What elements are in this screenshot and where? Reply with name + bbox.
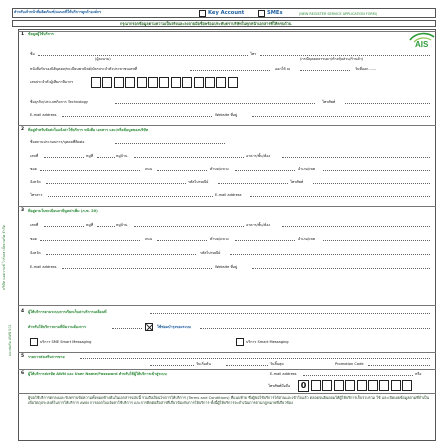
s6-email-field[interactable] (303, 375, 413, 376)
section-6-title: ผู้ให้บริการส่งรหัส AWN และ User Name/Password สำหรับใช้ผู้ให้บริการเข้าสู่ระบบ (28, 372, 167, 376)
s3-soi-field[interactable] (40, 240, 140, 241)
s4-option-field[interactable] (200, 328, 430, 329)
smart-msg-checkbox[interactable] (236, 338, 244, 346)
s6-tel-boxes[interactable] (311, 380, 414, 391)
s2-subdistrict-field[interactable] (235, 170, 295, 171)
s4-option-checkbox[interactable] (145, 323, 153, 331)
doc-field[interactable] (190, 70, 270, 71)
issue-date-label: วันที่ออก....... (355, 67, 377, 71)
s1-website-field[interactable] (252, 116, 430, 117)
s3-road-field[interactable] (157, 240, 207, 241)
s3-postcode-label: รหัสไปรษณีย์ (200, 251, 221, 255)
s2-address-field[interactable] (44, 157, 84, 158)
divider (18, 369, 436, 370)
s3-email-label: E-mail address (30, 265, 57, 269)
s3-subdistrict-label: ตำบล/แขวง (210, 237, 229, 241)
s2-contact-field[interactable] (115, 143, 225, 144)
name-hint: (ผู้ลงนาม) (95, 57, 111, 61)
s2-fax-field[interactable] (48, 196, 213, 197)
tax-id-digit-box[interactable] (159, 77, 169, 88)
sme-smart-label: บริการ SME Smart Messaging (40, 340, 92, 344)
smart-msg-label: บริการ Smart Messaging (246, 340, 289, 344)
business-field[interactable] (115, 103, 315, 104)
s3-road-label: ถนน (145, 237, 153, 241)
s2-road-field[interactable] (157, 170, 207, 171)
tel-digit-box[interactable] (345, 380, 355, 391)
section-4-number: 4 (21, 309, 25, 314)
name-tel-label: โทร (250, 52, 257, 56)
s4-service-field[interactable] (112, 328, 142, 329)
tax-id-digit-box[interactable] (137, 77, 147, 88)
s3-subdistrict-field[interactable] (235, 240, 295, 241)
tax-id-boxes[interactable] (91, 77, 239, 88)
tel-digit-box[interactable] (402, 380, 412, 391)
divider (18, 31, 436, 32)
s3-website-label: Website ที่อยู่ (215, 265, 238, 269)
tax-id-digit-box[interactable] (91, 77, 101, 88)
s3-province-label: จังหวัด (30, 251, 41, 255)
section-1-number: 1 (21, 32, 25, 37)
divider (18, 125, 436, 126)
header-title: สำหรับเจ้าหน้าที่ผลิตภัณฑ์/แผนกที่ให้บริการลูกค้าองค์กร (14, 10, 102, 14)
s3-address-label: เลขที่ (30, 223, 39, 227)
s3-address-field[interactable] (44, 226, 84, 227)
section-1-title: ข้อมูลผู้ใช้บริการ (28, 32, 54, 36)
section-3-title: ที่อยู่ตามใบทะเบียนภาษีมูลค่าเพิ่ม (ภ.พ. 20) (28, 209, 98, 213)
section-5-title: รายการส่งเสริมการขาย (28, 355, 65, 359)
s3-district-field[interactable] (323, 240, 430, 241)
divider (18, 305, 436, 306)
s2-road-label: ถนน (145, 167, 153, 171)
s6-tel-label: โทรศัพท์มือถือ (268, 384, 291, 388)
s2-soi-field[interactable] (40, 170, 140, 171)
s6-email-suffix: หรือ (415, 372, 422, 376)
s2-subdistrict-label: ตำบล/แขวง (210, 167, 229, 171)
s6-tel-first-digit[interactable]: 0 (298, 380, 309, 392)
s1-email-label: E-mail address (30, 113, 57, 117)
s2-contact-label: ชื่อสถานประกอบการ/บุคคลที่ติดต่อ (30, 140, 85, 144)
section-5-number: 5 (21, 354, 25, 359)
issue-label: ออกให้ ณ (275, 67, 291, 71)
s3-postcode-field[interactable] (230, 254, 430, 255)
s5-promo-name-field[interactable] (80, 358, 430, 359)
s3-moo-label: หมู่ที่ (86, 223, 94, 227)
section-6-number: 6 (21, 371, 25, 376)
terms-paragraph: ผู้ขอใช้บริการตกลงและรับทราบข้อความทั้งหมดข้างต้นในเอกสารฉบับนี้ รวมถึงเงื่อนไขการให้บริการ (Terms and Conditions) ที่แนบท้าย ซึ่งผู้ขอใช้บริการได้อ่านและเข้าใจแล้ว ตลอดจนยินยอมให้ผู้ให้บริการเก็บรวบรวม ใช้ และเปิดเผยข้อมูลตามที่จำเป็น เพื่อวัตถุประสงค์ในการให้บริการ AWN การออกใบแจ้งค่าใช้บริการ และการติดต่อสื่อสารที่เกี่ยวข้องกับการให้บริการ ทั้งนี้ผู้ให้บริการจะดำเนินการตามกฎหมายที่เกี่ยวข้อง (28, 396, 430, 406)
s2-email-field[interactable] (250, 196, 430, 197)
divider (18, 206, 436, 207)
s5-start-label: วันเริ่มต้น (196, 362, 211, 366)
s2-tel-field[interactable] (313, 183, 430, 184)
tax-id-digit-box[interactable] (182, 77, 192, 88)
tax-id-digit-box[interactable] (205, 77, 215, 88)
smes-checkbox[interactable] (258, 10, 265, 17)
issue-field[interactable] (300, 70, 350, 71)
s6-email-label: E-mail address (270, 372, 297, 376)
name-field[interactable] (38, 55, 248, 56)
tax-id-digit-box[interactable] (125, 77, 135, 88)
name-label: ชื่อ (30, 52, 35, 56)
s3-soi-label: ซอย (30, 237, 37, 241)
s2-district-label: อำเภอ/เขต (298, 167, 316, 171)
s1-website-label: Website ที่อยู่ (215, 113, 238, 117)
tel-digit-box[interactable] (391, 380, 401, 391)
tax-id-digit-box[interactable] (102, 77, 112, 88)
tel-digit-box[interactable] (334, 380, 344, 391)
s2-postcode-field[interactable] (218, 183, 288, 184)
s3-website-field[interactable] (252, 268, 430, 269)
s2-moo-label: หมู่ที่ (86, 154, 94, 158)
doc-label: หนังสือรับรองนิติบุคคล/ทะเบียนพาณิชย์/บัตรประจำตัวประชาชนเลขที่ (30, 67, 138, 71)
tel-hint: (กรณีบุคคลธรรมดา/ห้างหุ้นส่วน/ร้านค้า) (300, 57, 364, 61)
section-2-number: 2 (21, 127, 25, 132)
s5-start-field[interactable] (150, 365, 194, 366)
new-register-label: (NEW REGISTER SERVICE APPLICATION FORM) (299, 11, 378, 16)
s2-building-label: อาคาร/ชั้น/ห้อง (246, 154, 271, 158)
name-tel-field[interactable] (260, 55, 430, 56)
s3-moo-field[interactable] (97, 226, 115, 227)
s4-title-field[interactable] (150, 313, 430, 314)
s3-province-field[interactable] (46, 254, 196, 255)
s2-fax-label: โทรสาร (30, 193, 43, 197)
tax-id-digit-box[interactable] (194, 77, 204, 88)
smes-label: SMEs (267, 10, 283, 16)
tel-digit-box[interactable] (379, 380, 389, 391)
s5-end-field[interactable] (226, 365, 268, 366)
s5-end-label: วันสิ้นสุด (270, 362, 284, 366)
s2-tel-label: โทรศัพท์ (290, 180, 304, 184)
tax-id-digit-box[interactable] (228, 77, 238, 88)
s2-province-label: จังหวัด (30, 180, 41, 184)
sme-smart-checkbox[interactable] (30, 338, 38, 346)
tax-id-digit-box[interactable] (148, 77, 158, 88)
tax-id-label: เลขประจำตัวผู้เสียภาษีอากร (30, 80, 74, 84)
s2-email-label: E-mail address (215, 193, 242, 197)
s2-address-label: เลขที่ (30, 154, 39, 158)
s2-district-field[interactable] (323, 170, 430, 171)
s3-email-field[interactable] (62, 268, 212, 269)
divider (18, 393, 436, 394)
key-account-label: Key Account (208, 10, 245, 16)
tel-digit-box[interactable] (357, 380, 367, 391)
business-label: ชื่อธุรกิจ/ประเภทกิจการ Technology (30, 100, 88, 104)
business-tel-label: โทรศัพท์ (322, 100, 336, 104)
divider (18, 352, 436, 353)
key-account-checkbox[interactable] (199, 10, 206, 17)
s2-soi-label: ซอย (30, 167, 37, 171)
section-3-number: 3 (21, 208, 25, 213)
s2-building-field[interactable] (282, 157, 430, 158)
section-4-title: ผู้ให้บริการตามระบบการเรียกเก็บค่าบริการเคลื่อนที่ (28, 310, 107, 314)
ais-logo-text: AIS (415, 40, 429, 49)
s4-checked-option: ใช้ซ่อมบำรุงของระบบ (157, 325, 191, 329)
s4-service-label: สำหรับให้บริการตามที่มีความต้องการ (28, 325, 86, 329)
s5-promo-code-field[interactable] (368, 365, 430, 366)
s2-village-label: หมู่บ้าน (116, 154, 128, 158)
s5-promo-code-label: Promotion Code (335, 362, 364, 366)
tel-digit-box[interactable] (311, 380, 321, 391)
s1-email-field[interactable] (62, 116, 212, 117)
s2-village-field[interactable] (134, 157, 244, 158)
section-2-title: ที่อยู่สำหรับจัดส่งใบแจ้งค่าใช้บริการ หนังสือ เอกสาร และ/หรือข้อมูลของบริษัท (28, 128, 149, 132)
tax-id-digit-box[interactable] (114, 77, 124, 88)
tel-digit-box[interactable] (322, 380, 332, 391)
s3-district-label: อำเภอ/เขต (298, 237, 316, 241)
side-caption-form-code: แบบฟอร์ม AWN 001 (8, 324, 12, 356)
tax-id-digit-box[interactable] (171, 77, 181, 88)
side-caption: บริษัท แอดวานซ์ ไวร์เลส เน็ทเวอร์ค จำกัด (2, 224, 6, 290)
sub-header-title: กรุณากรอกข้อมูลตามความเป็นจริงและลงลายมือชื่อพร้อมประทับตราบริษัทในทุกหน้าเอกสารที่ให้ครบถ้วน (120, 21, 292, 26)
tel-digit-box[interactable] (368, 380, 378, 391)
s2-province-field[interactable] (46, 183, 186, 184)
s3-village-field[interactable] (134, 226, 244, 227)
s2-moo-field[interactable] (97, 157, 115, 158)
s3-village-label: หมู่บ้าน (116, 223, 128, 227)
s3-building-field[interactable] (282, 226, 430, 227)
business-tel-field[interactable] (345, 103, 430, 104)
tax-id-digit-box[interactable] (216, 77, 226, 88)
s2-postcode-label: รหัสไปรษณีย์ (188, 180, 209, 184)
s3-building-label: อาคาร/ชั้น/ห้อง (246, 223, 271, 227)
